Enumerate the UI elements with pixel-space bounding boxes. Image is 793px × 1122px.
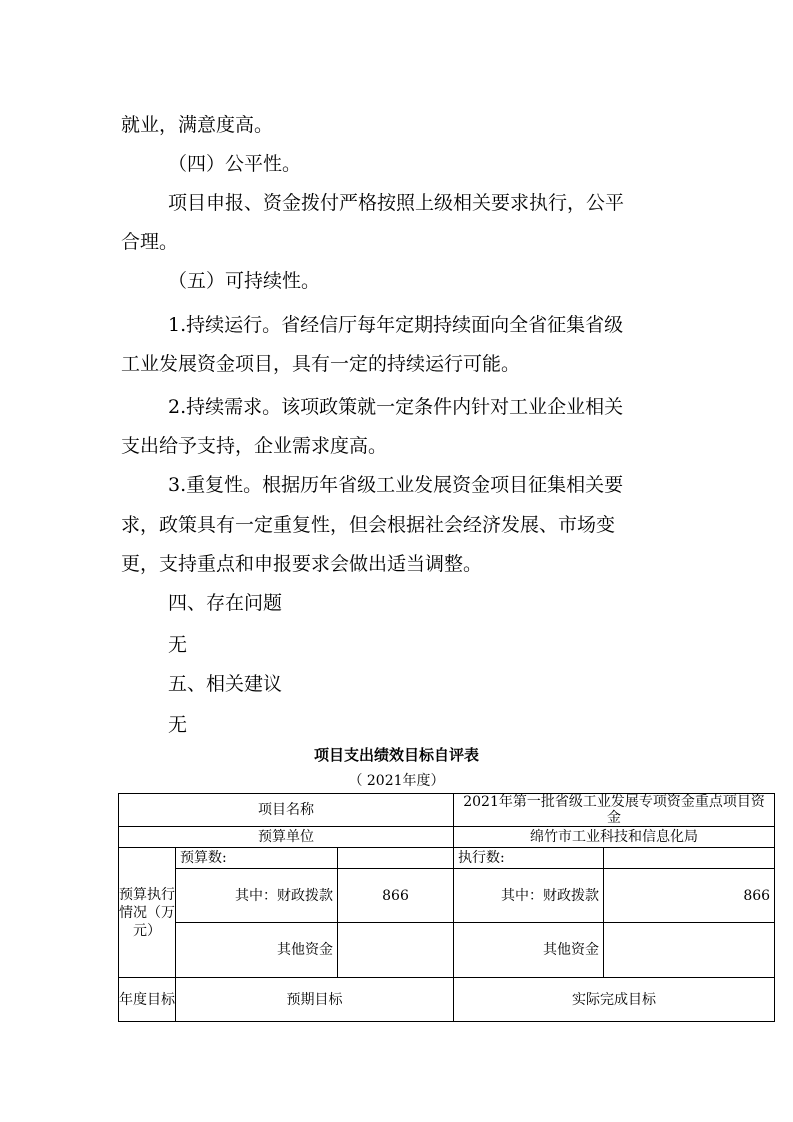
project-name-label: 项目名称	[119, 794, 454, 827]
fiscal-label-budget: 其中：财政拨款	[176, 869, 338, 923]
exec-num-label: 执行数:	[454, 848, 604, 869]
other-funds-label-budget: 其他资金	[176, 923, 338, 978]
paragraph: 求，政策具有一定重复性，但会根据社会经济发展、市场变	[121, 514, 616, 536]
paragraph: 项目申报、资金拨付严格按照上级相关要求执行，公平	[168, 192, 625, 214]
paragraph: 合理。	[121, 231, 179, 253]
table-title: 项目支出绩效目标自评表	[313, 746, 479, 764]
annual-target-label: 年度目标	[119, 978, 176, 1022]
paragraph: 2.持续需求。该项政策就一定条件内针对工业企业相关	[168, 396, 624, 418]
table-row	[119, 827, 775, 848]
section-heading: （四）公平性。	[168, 153, 302, 175]
section-heading: 四、存在问题	[168, 592, 283, 614]
section-heading: （五）可持续性。	[168, 270, 321, 292]
table-subtitle: （ 2021年度）	[348, 773, 445, 789]
other-funds-value-exec	[604, 923, 775, 978]
paragraph: 就业，满意度高。	[121, 114, 274, 136]
table-row	[119, 848, 775, 869]
paragraph: 无	[168, 714, 188, 736]
performance-evaluation-table	[118, 793, 775, 1022]
fiscal-label-exec: 其中：财政拨款	[454, 869, 604, 923]
budget-num-label: 预算数:	[176, 848, 338, 869]
fiscal-value-exec: 866	[604, 869, 775, 923]
paragraph: 1.持续运行。省经信厅每年定期持续面向全省征集省级	[168, 314, 624, 336]
paragraph: 工业发展资金项目，具有一定的持续运行可能。	[121, 353, 521, 375]
budget-unit-label: 预算单位	[119, 827, 454, 848]
other-funds-label-exec: 其他资金	[454, 923, 604, 978]
project-name-value: 2021年第一批省级工业发展专项资金重点项目资金	[454, 794, 775, 827]
paragraph: 更，支持重点和申报要求会做出适当调整。	[121, 553, 483, 575]
other-funds-value-budget	[338, 923, 454, 978]
table-row	[119, 794, 775, 827]
paragraph: 支出给予支持，企业需求度高。	[121, 435, 388, 457]
exec-num-value	[604, 848, 775, 869]
paragraph: 3.重复性。根据历年省级工业发展资金项目征集相关要	[168, 474, 624, 496]
table-row	[119, 869, 775, 923]
budget-exec-label: 预算执行情况（万元）	[119, 848, 176, 978]
table-row	[119, 978, 775, 1022]
table-row	[119, 923, 775, 978]
section-heading: 五、相关建议	[168, 673, 283, 695]
expected-target-label: 预期目标	[176, 978, 454, 1022]
paragraph: 无	[168, 634, 188, 656]
actual-target-label: 实际完成目标	[454, 978, 775, 1022]
budget-num-value	[338, 848, 454, 869]
budget-unit-value: 绵竹市工业科技和信息化局	[454, 827, 775, 848]
fiscal-value-budget: 866	[338, 869, 454, 923]
